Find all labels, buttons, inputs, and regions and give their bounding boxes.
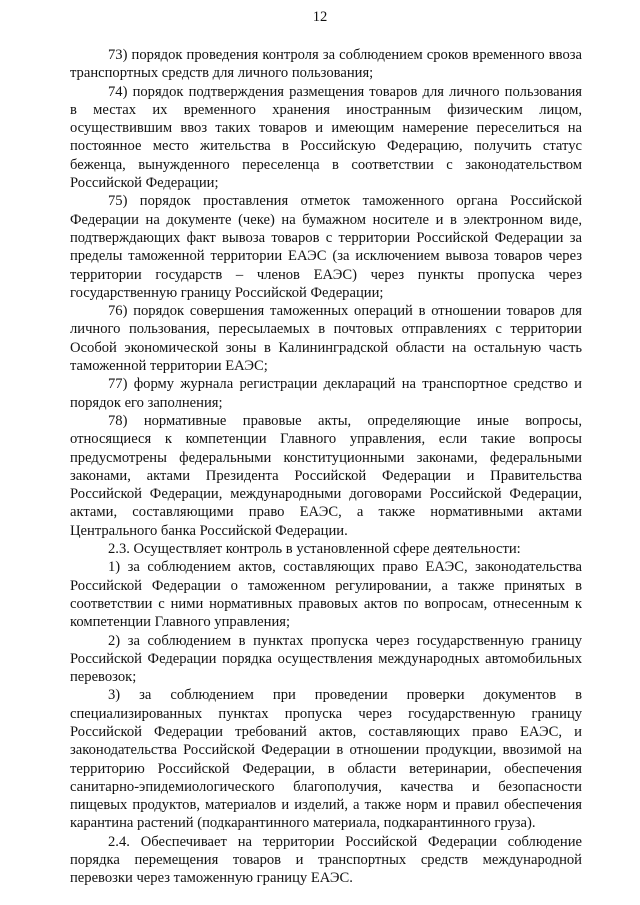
paragraph-item-73: 73) порядок проведения контроля за соблюдением сроков временного ввоза транспортных средств для личного пользования; — [70, 47, 582, 82]
paragraph-control-2: 2) за соблюдением в пунктах пропуска через государственную границу Российской Федерации порядка осуществления международных автомобильных перевозок; — [70, 632, 582, 686]
paragraph-item-78: 78) нормативные правовые акты, определяющие иные вопросы, относящиеся к компетенции Главного управления, если такие вопросы предусмотрены федеральными конституционными законами, федеральными законами, актами Президента Российской Федерации и Правительства Российской Федерации, международными договорами Российской Федерации, актами, составляющими право ЕАЭС, а также нормативными актами Центрального банка Российской Федерации. — [70, 412, 582, 539]
paragraph-item-76: 76) порядок совершения таможенных операций в отношении товаров для личного пользования, пересылаемых в почтовых отправлениях с территории Особой экономической зоны в Калининградской области на остальную часть таможенной территории ЕАЭС; — [70, 303, 582, 375]
page-number: 12 — [312, 9, 328, 25]
paragraph-control-1: 1) за соблюдением актов, составляющих право ЕАЭС, законодательства Российской Федерации о таможенном регулировании, а также принятых в соответствии с ними нормативных правовых актов по вопросам, отнесенным к компетенции Главного управления; — [70, 559, 582, 631]
paragraph-item-77: 77) форму журнала регистрации деклараций на транспортное средство и порядок его заполнения; — [70, 376, 582, 411]
paragraph-item-74: 74) порядок подтверждения размещения товаров для личного пользования в местах их временного хранения иностранным физическим лицом, осуществившим ввоз таких товаров и имеющим намерение переселиться на постоянное место жительства в Российскую Федерацию, получить статус беженца, вынужденного переселенца в соответствии с законодательством Российской Федерации; — [70, 83, 582, 192]
paragraph-item-75: 75) порядок проставления отметок таможенного органа Российской Федерации на документе (чеке) на бумажном носителе и в электронном виде, подтверждающих факт вывоза товаров с территории Российской Федерации за пределы таможенной территории ЕАЭС (за исключением вывоза товаров через территории государств – членов ЕАЭС) через пункты пропуска через государственную границу Российской Федерации; — [70, 193, 582, 301]
paragraph-control-3: 3) за соблюдением при проведении проверки документов в специализированных пунктах пропуска через государственную границу Российской Федерации требований актов, составляющих право ЕАЭС, и законодательства Российской Федерации в отношении продукции, ввозимой на территорию Российской Федерации, в области ветеринарии, обеспечения санитарно-эпидемиологического благополучия, качества и безопасности пищевых продуктов, материалов и изделий, а также норм и правил обеспечения карантина растений (подкарантинного материала, подкарантинного груза). — [70, 687, 582, 832]
paragraph-section-2-3: 2.3. Осуществляет контроль в установленной сфере деятельности: — [108, 541, 521, 558]
document-body — [70, 46, 582, 888]
paragraph-section-2-4: 2.4. Обеспечивает на территории Российской Федерации соблюдение порядка перемещения товаров и транспортных средств международной перевозки через таможенную границу ЕАЭС. — [70, 833, 582, 887]
